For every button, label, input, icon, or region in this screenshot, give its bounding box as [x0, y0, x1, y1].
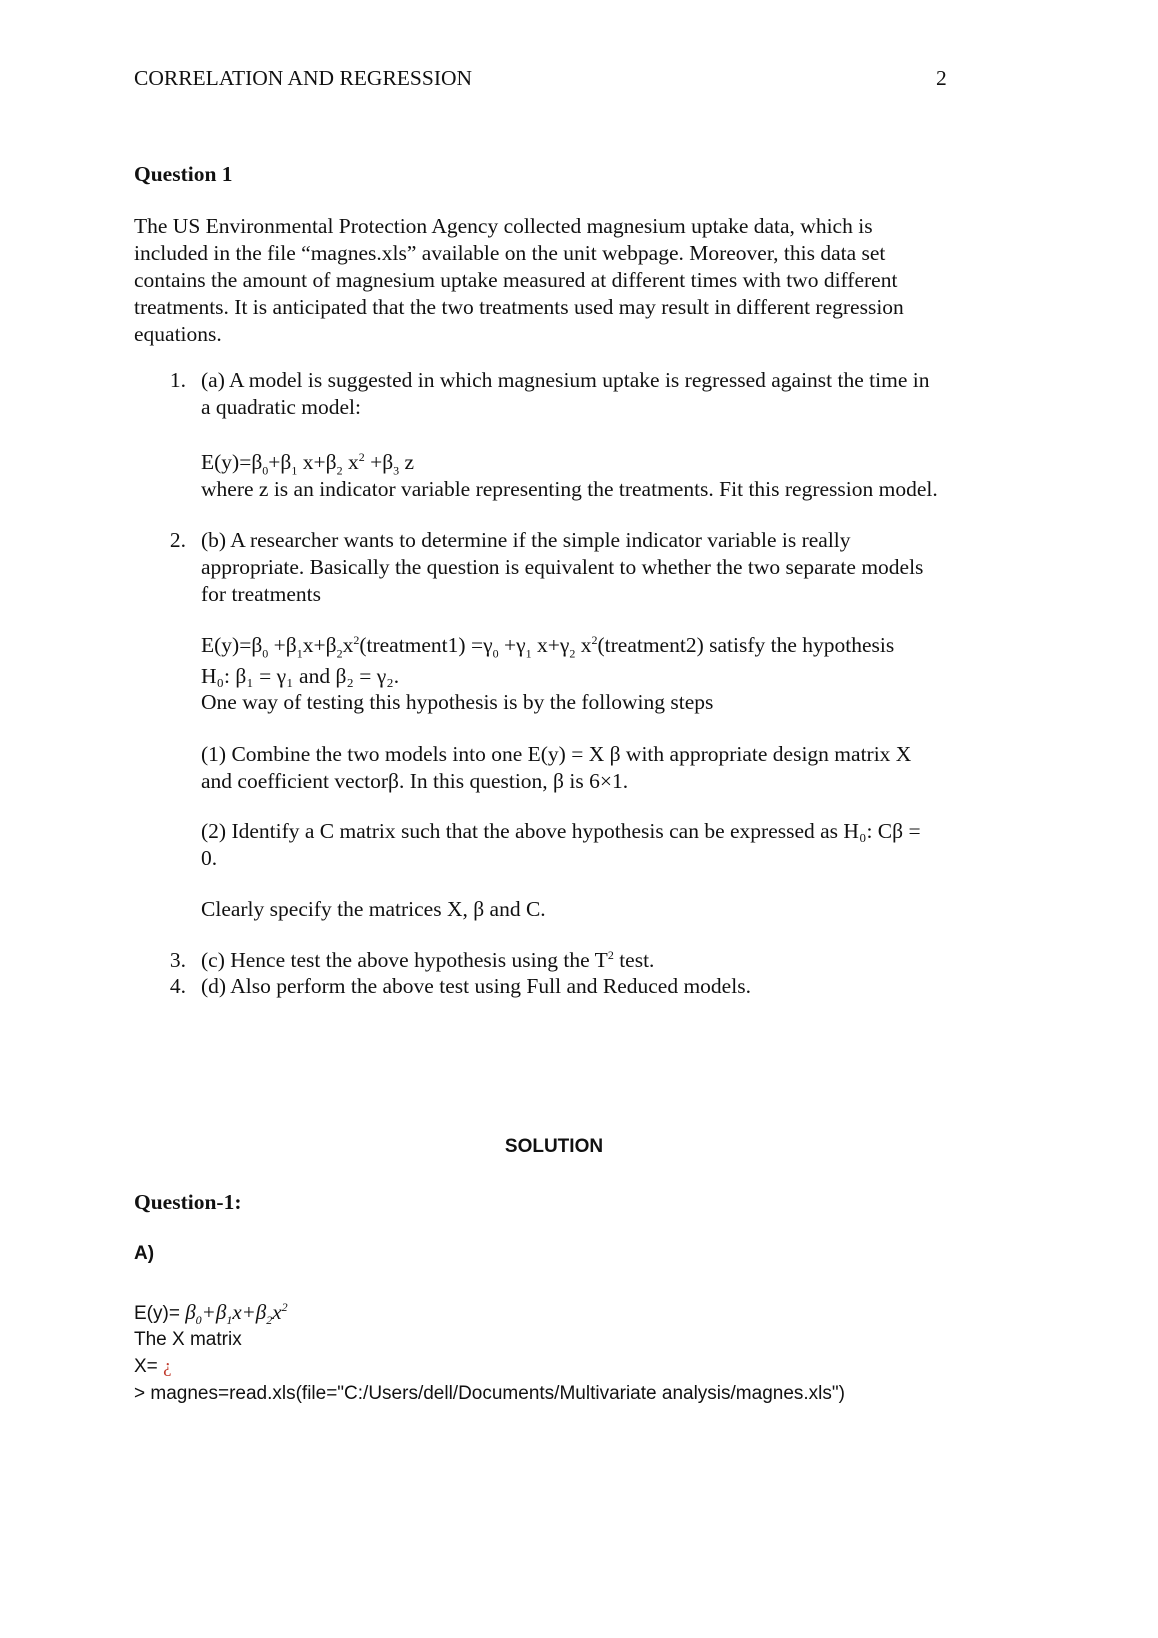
x-matrix-label: The X matrix: [134, 1329, 242, 1350]
list-number: 3.: [169, 948, 186, 972]
x-matrix-definition: X= ¿: [134, 1356, 172, 1377]
intro-paragraph: The US Environmental Protection Agency collected magnesium uptake data, which is included in the file “magnes.xls” available on the unit webpage. Moreover, this data set contains the amount of magnesium uptake measured at different times with two different treatments. It is anticipated that the two treatments used may result in different regression equations.: [134, 214, 904, 346]
formula-quadratic-model: $E(y)=\beta_0+\beta_1$ $x+\beta_2$ $x^2 +\beta_3$ z: [201, 449, 415, 478]
testing-steps-intro: One way of testing this hypothesis is by the following steps: [201, 690, 714, 714]
list-number: 1.: [169, 368, 186, 392]
page-number: 2: [936, 66, 947, 90]
step-2: (2) Identify a C matrix such that the above hypothesis can be expressed as H₀: Cβ = 0.: [201, 819, 921, 870]
question-title: Question 1: [134, 162, 233, 186]
solution-heading: SOLUTION: [504, 1136, 604, 1157]
list-number: 2.: [169, 528, 186, 552]
solution-model-equation: $E(y)= \beta_0+\beta_1x+\beta_2x^2$: [134, 1300, 288, 1328]
specify-matrices: Clearly specify the matrices X, β and C.: [201, 897, 546, 921]
running-header-title: CORRELATION AND REGRESSION: [134, 66, 473, 90]
part-a-label: A): [134, 1243, 155, 1264]
solution-question-title: Question-1:: [134, 1190, 242, 1214]
broken-glyph: ¿: [163, 1356, 172, 1377]
list-number: 4.: [169, 974, 186, 998]
r-code-line: > magnes=read.xls(file="C:/Users/dell/Documents/Multivariate analysis/magnes.xls"): [134, 1383, 845, 1404]
step-1: (1) Combine the two models into one E(y) = X β with appropriate design matrix X and coefficient vectorβ. In this question, β is 6×1.: [201, 742, 912, 793]
formula-two-treatments: $E(y)=\beta_0$ $+\beta_1x+\beta_2x^2(treatment1) =\gamma_0 +\gamma_1$ $x+\gamma_2$ $x^2(treatment2)$ satisfy the hypothesis: [201, 632, 895, 661]
indicator-variable-note: where z is an indicator variable representing the treatments. Fit this regression model.: [201, 477, 938, 501]
null-hypothesis: H₀: β₁ = γ₁ and β₂ = γ₂.: [201, 664, 400, 688]
